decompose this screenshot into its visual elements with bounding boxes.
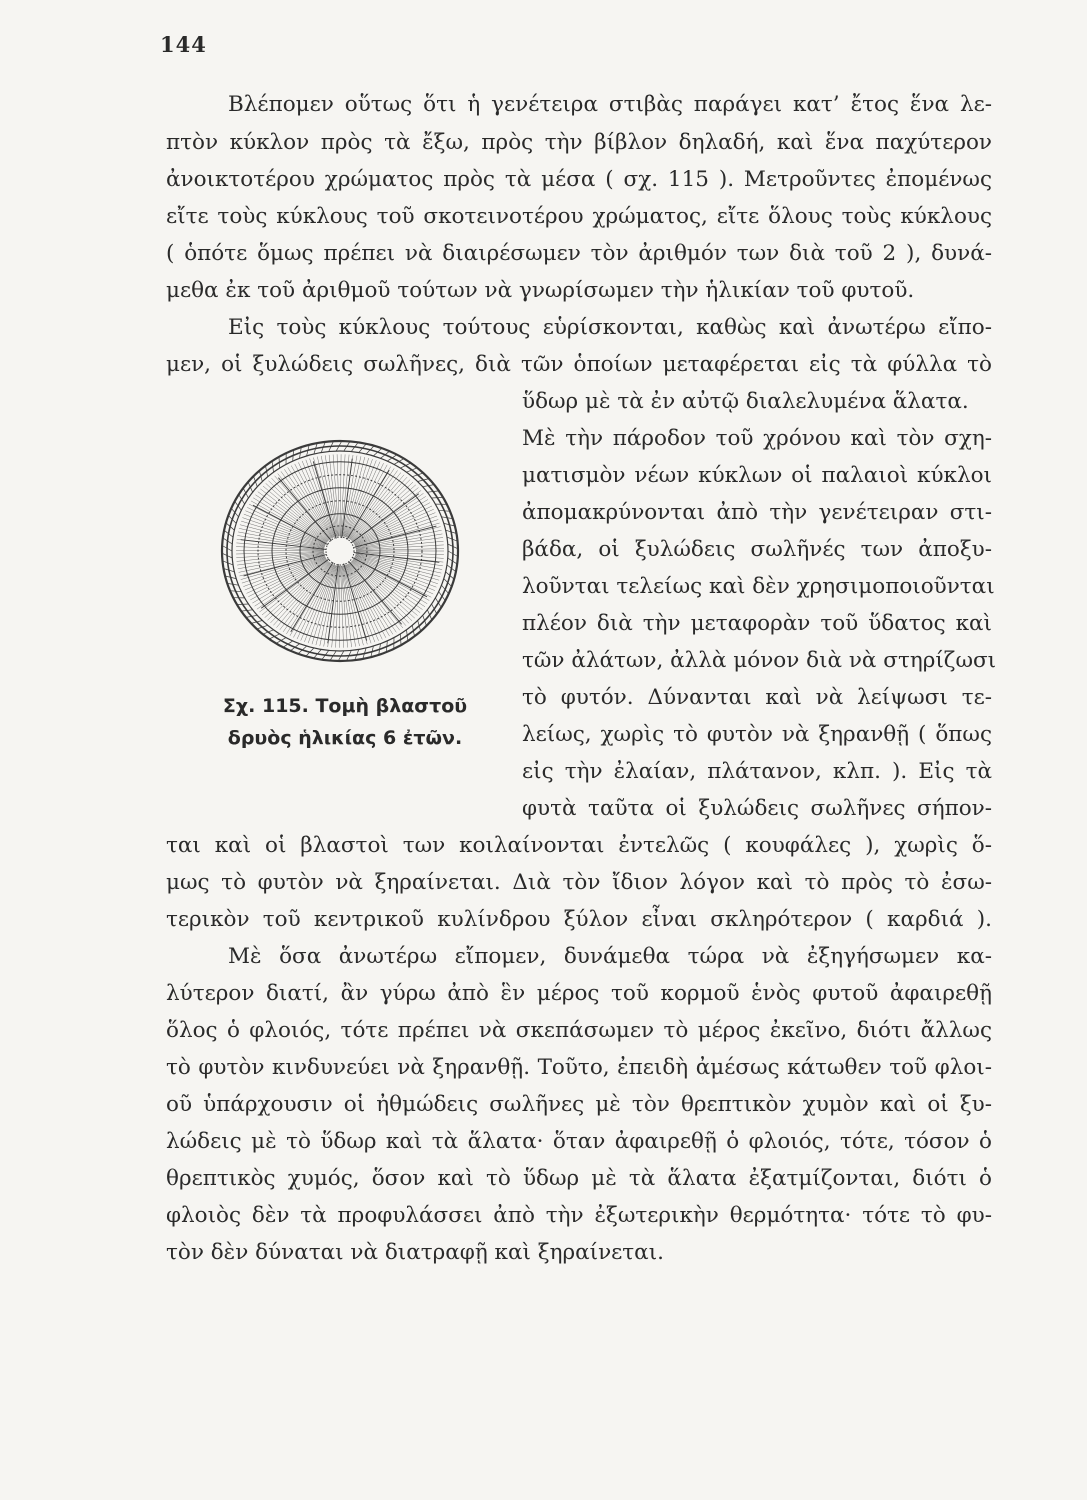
text-line: Βλέπομεν οὕτως ὅτι ἡ γενέτειρα στιβὰς παράγει κατ’ ἔτος ἕνα λε- [228, 92, 992, 117]
text-line: ἀνοικτοτέρου χρώματος πρὸς τὰ μέσα ( σχ. 115 ). Μετροῦντες ἐπομένως [166, 167, 992, 192]
text-line: μεν, οἱ ξυλώδεις σωλῆνες, διὰ τῶν ὁποίων μεταφέρεται εἰς τὰ φύλλα τὸ [166, 352, 992, 377]
text-line: ματισμὸν νέων κύκλων οἱ παλαιοὶ κύκλοι [522, 463, 992, 488]
text-line: ὕδωρ μὲ τὰ ἐν αὐτῷ διαλελυμένα ἅλατα. [522, 389, 969, 414]
text-line: Μὲ ὅσα ἀνωτέρω εἴπομεν, δυνάμεθα τώρα νὰ ἐξηγήσωμεν κα- [228, 944, 992, 969]
text-line: οῦ ὑπάρχουσιν οἱ ἠθμώδεις σωλῆνες μὲ τὸν θρεπτικὸν χυμὸν καὶ οἱ ξυ- [166, 1092, 992, 1117]
text-line: τερικὸν τοῦ κεντρικοῦ κυλίνδρου ξύλον εἶναι σκληρότερον ( καρδιά ). [166, 907, 992, 932]
stem-cross-section-illustration [212, 432, 468, 670]
text-line: τῶν ἀλάτων, ἀλλὰ μόνον διὰ νὰ στηρίζωσι [522, 648, 997, 673]
text-line: μεθα ἐκ τοῦ ἀριθμοῦ τούτων νὰ γνωρίσωμεν τὴν ἡλικίαν τοῦ φυτοῦ. [166, 278, 915, 303]
text-line: λείως, χωρὶς τὸ φυτὸν νὰ ξηρανθῇ ( ὅπως [522, 722, 992, 747]
text-line: ( ὁπότε ὅμως πρέπει νὰ διαιρέσωμεν τὸν ἀριθμόν των διὰ τοῦ 2 ), δυνά- [166, 241, 992, 266]
figure-caption-line-1: Σχ. 115. Τομὴ βλαστοῦ [222, 695, 468, 717]
text-line: ὅλος ὁ φλοιός, τότε πρέπει νὰ σκεπάσωμεν τὸ μέρος ἐκεῖνο, διότι ἄλλως [166, 1018, 992, 1043]
text-line: λοῦνται τελείως καὶ δὲν χρησιμοποιοῦνται [522, 574, 995, 599]
text-line: εἰς τὴν ἐλαίαν, πλάτανον, κλπ. ). Εἰς τὰ [522, 759, 992, 784]
text-line: θρεπτικὸς χυμός, ὅσον καὶ τὸ ὕδωρ μὲ τὰ ἅλατα ἐξατμίζονται, διότι ὁ [166, 1166, 992, 1191]
text-line: εἴτε τοὺς κύκλους τοῦ σκοτεινοτέρου χρώματος, εἴτε ὅλους τοὺς κύκλους [166, 204, 992, 229]
text-line: πλέον διὰ τὴν μεταφορὰν τοῦ ὕδατος καὶ [522, 611, 992, 636]
text-line: λώδεις μὲ τὸ ὕδωρ καὶ τὰ ἅλατα· ὅταν ἀφαιρεθῇ ὁ φλοιός, τότε, τόσον ὁ [166, 1129, 992, 1154]
text-line: φυτὰ ταῦτα οἱ ξυλώδεις σωλῆνες σήπον- [522, 796, 992, 821]
text-line: τὸ φυτὸν κινδυνεύει νὰ ξηρανθῇ. Τοῦτο, ἐπειδὴ ἀμέσως κάτωθεν τοῦ φλοι- [166, 1055, 992, 1080]
text-line: πτὸν κύκλον πρὸς τὰ ἔξω, πρὸς τὴν βίβλον δηλαδή, καὶ ἕνα παχύτερον [166, 130, 992, 155]
text-line: μως τὸ φυτὸν νὰ ξηραίνεται. Διὰ τὸν ἴδιον λόγον καὶ τὸ πρὸς τὸ ἐσω- [166, 870, 992, 895]
text-line: Εἰς τοὺς κύκλους τούτους εὑρίσκονται, καθὼς καὶ ἀνωτέρω εἴπο- [228, 315, 992, 340]
text-line: Μὲ τὴν πάροδον τοῦ χρόνου καὶ τὸν σχη- [522, 426, 992, 451]
text-line: λύτερον διατί, ἂν γύρω ἀπὸ ἓν μέρος τοῦ κορμοῦ ἑνὸς φυτοῦ ἀφαιρεθῇ [166, 981, 992, 1006]
text-line: τὸ φυτόν. Δύνανται καὶ νὰ λείψωσι τε- [522, 685, 992, 710]
text-line: ται καὶ οἱ βλαστοὶ των κοιλαίνονται ἐντελῶς ( κουφάλες ), χωρὶς ὅ- [166, 833, 992, 858]
text-line: φλοιὸς δὲν τὰ προφυλάσσει ἀπὸ τὴν ἐξωτερικὴν θερμότητα· τότε τὸ φυ- [166, 1203, 992, 1228]
figure-caption-line-2: δρυὸς ἡλικίας 6 ἐτῶν. [227, 727, 463, 749]
text-line: βάδα, οἱ ξυλώδεις σωλῆνές των ἀποξυ- [522, 537, 992, 562]
page-number: 144 [160, 32, 207, 57]
text-line: τὸν δὲν δύναται νὰ διατραφῇ καὶ ξηραίνεται. [166, 1240, 664, 1265]
text-line: ἀπομακρύνονται ἀπὸ τὴν γενέτειραν στι- [522, 500, 992, 525]
